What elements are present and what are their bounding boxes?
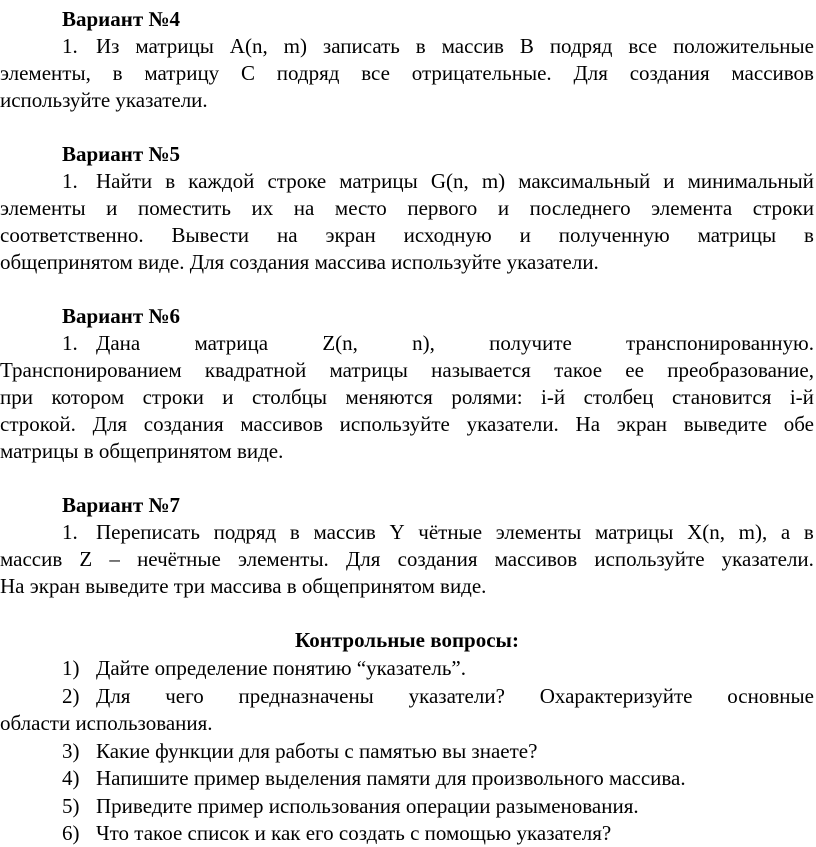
word: положительные <box>673 34 814 58</box>
word: чётные <box>418 520 483 544</box>
word: Найти <box>96 169 153 193</box>
word: такое <box>554 358 603 382</box>
word: Для <box>96 684 131 708</box>
word: и <box>106 196 118 220</box>
question-2-line-1 <box>96 683 814 710</box>
word: – <box>109 547 120 571</box>
word: элемента <box>651 196 733 220</box>
question-5 <box>0 793 814 820</box>
word: строки <box>142 385 204 409</box>
word: указатели. <box>466 412 559 436</box>
word: матрицы <box>594 520 674 544</box>
word: матрицу <box>144 61 220 85</box>
word: C <box>240 61 255 85</box>
word: i-й <box>541 385 566 409</box>
word: матрицы <box>339 169 418 193</box>
question-5-number: 5) <box>62 794 80 818</box>
word: Для <box>345 547 381 571</box>
word: предназначены <box>238 684 374 708</box>
variant-6-item-line-1 <box>0 330 814 357</box>
word: основные <box>727 684 814 708</box>
word: B <box>519 34 534 58</box>
word: m) <box>481 169 506 193</box>
variant-4-heading: Вариант №4 <box>62 7 181 31</box>
word: транспонированную. <box>626 331 814 355</box>
word: соответственно. <box>0 223 144 247</box>
word: матрица <box>194 331 269 355</box>
word: элементы <box>0 196 86 220</box>
question-3-number: 3) <box>62 739 80 763</box>
word: указатели? <box>408 684 505 708</box>
word: выведите <box>683 412 768 436</box>
word: квадратной <box>204 358 307 382</box>
word: m), <box>738 520 768 544</box>
word: ролями: <box>451 385 523 409</box>
variant-5-line-3 <box>0 222 814 249</box>
variant-6-line-2 <box>0 357 814 384</box>
word: записать <box>322 34 400 58</box>
question-4-number: 4) <box>62 766 80 790</box>
word: все <box>361 61 390 85</box>
variant-6-line-3 <box>0 384 814 411</box>
variant-6-heading: Вариант №6 <box>62 304 181 328</box>
variant-5-item-number: 1. <box>62 169 78 193</box>
word: котором <box>51 385 125 409</box>
word: и <box>663 169 675 193</box>
variant-4-item-line-1 <box>0 33 814 60</box>
word: Транспонированием <box>0 358 182 382</box>
word: матрицы <box>329 358 408 382</box>
word: чего <box>165 684 204 708</box>
variant-6-item-number: 1. <box>62 331 78 355</box>
question-4 <box>0 765 814 792</box>
word: На <box>575 412 601 436</box>
word: их <box>251 196 274 220</box>
word: экран <box>325 223 376 247</box>
word: при <box>0 385 33 409</box>
word: X(n, <box>687 520 725 544</box>
word: используйте <box>594 547 705 571</box>
word: а <box>780 520 791 544</box>
question-6-number: 6) <box>62 821 80 845</box>
word: массивов <box>731 61 814 85</box>
variant-4-line-1 <box>96 33 814 60</box>
word: Дана <box>96 331 141 355</box>
word: экран <box>616 412 668 436</box>
word: на <box>276 223 298 247</box>
word: массив <box>441 34 504 58</box>
word: в <box>289 520 300 544</box>
question-6 <box>0 820 814 847</box>
word: элементы <box>495 520 582 544</box>
word: строкой. <box>0 412 76 436</box>
question-1-text: Дайте определение понятию “указатель”. <box>96 656 466 680</box>
word: и <box>222 385 234 409</box>
word: подряд <box>549 34 613 58</box>
question-3-text: Какие функции для работы с памятью вы знаете? <box>96 739 538 763</box>
variant-6-line-1 <box>96 330 814 357</box>
word: Z <box>79 547 93 571</box>
word: минимальный <box>687 169 814 193</box>
word: ее <box>625 358 644 382</box>
word: матрицы <box>697 223 777 247</box>
word: в <box>415 34 426 58</box>
word: Из <box>96 34 120 58</box>
word: массивов <box>494 547 578 571</box>
variant-4-line-2 <box>0 60 814 87</box>
word: преобразование, <box>667 358 814 382</box>
word: нечётные <box>137 547 221 571</box>
word: Z(n, <box>322 331 358 355</box>
word: Для <box>573 61 608 85</box>
word: называется <box>431 358 531 382</box>
question-5-text: Приведите пример использования операции разыменования. <box>96 794 639 818</box>
word: обе <box>783 412 814 436</box>
variant-7-item-number: 1. <box>62 520 78 544</box>
word: n), <box>412 331 435 355</box>
question-2-number: 2) <box>62 684 80 708</box>
variant-4-line-3: используйте указатели. <box>0 88 208 112</box>
word: используйте <box>339 412 450 436</box>
word: G(n, <box>430 169 469 193</box>
question-2 <box>0 683 814 710</box>
variant-5-line-2 <box>0 195 814 222</box>
word: массивов <box>240 412 323 436</box>
word: каждой <box>188 169 255 193</box>
variant-5-heading: Вариант №5 <box>62 142 181 166</box>
word: элементы. <box>237 547 329 571</box>
variant-6-line-5: матрицы в общепринятом виде. <box>0 439 284 463</box>
word: исходную <box>403 223 492 247</box>
question-3 <box>0 738 814 765</box>
word: Переписать <box>96 520 200 544</box>
word: поместить <box>137 196 231 220</box>
word: A(n, <box>229 34 268 58</box>
question-4-text: Напишите пример выделения памяти для произвольного массива. <box>96 766 686 790</box>
variant-7-line-2 <box>0 546 814 573</box>
word: строке <box>267 169 327 193</box>
question-1 <box>0 655 814 682</box>
word: становится <box>671 385 772 409</box>
word: создания <box>143 412 224 436</box>
word: Вывести <box>171 223 250 247</box>
variant-6-line-4 <box>0 411 814 438</box>
word: массив <box>0 547 63 571</box>
word: подряд <box>276 61 340 85</box>
word: создания <box>397 547 478 571</box>
word: столбец <box>583 385 654 409</box>
variant-5-line-1 <box>96 168 814 195</box>
word: получите <box>489 331 572 355</box>
questions-heading: Контрольные вопросы: <box>295 628 519 652</box>
word: столбцы <box>252 385 327 409</box>
question-6-text: Что такое список и как его создать с помощью указателя? <box>96 821 612 845</box>
word: массив <box>313 520 376 544</box>
variant-5-item-line-1 <box>0 168 814 195</box>
variant-5-line-4: общепринятом виде. Для создания массива используйте указатели. <box>0 250 599 274</box>
word: меняются <box>345 385 433 409</box>
variant-7-line-3: На экран выведите три массива в общепринятом виде. <box>0 574 487 598</box>
word: Y <box>389 520 405 544</box>
variant-4-item-number: 1. <box>62 34 78 58</box>
word: подряд <box>213 520 277 544</box>
variant-7-heading: Вариант №7 <box>62 493 181 517</box>
word: в <box>112 61 123 85</box>
word: указатели. <box>721 547 814 571</box>
word: последнего <box>529 196 631 220</box>
word: матрицы <box>135 34 214 58</box>
word: m) <box>283 34 307 58</box>
word: и <box>519 223 531 247</box>
word: i-й <box>789 385 814 409</box>
variant-7-line-1 <box>96 519 814 546</box>
word: в <box>165 169 176 193</box>
word: и <box>497 196 510 220</box>
variant-7-item-line-1 <box>0 519 814 546</box>
word: элементы, <box>0 61 91 85</box>
word: отрицательные. <box>411 61 552 85</box>
word: создания <box>629 61 710 85</box>
word: максимальный <box>518 169 651 193</box>
word: Охарактеризуйте <box>539 684 693 708</box>
word: место <box>334 196 387 220</box>
question-1-number: 1) <box>62 656 80 680</box>
word: на <box>293 196 315 220</box>
word: первого <box>407 196 478 220</box>
word: Для <box>92 412 128 436</box>
word: в <box>803 520 814 544</box>
word: в <box>804 223 814 247</box>
question-2-line-2: области использования. <box>0 711 213 735</box>
word: полученную <box>558 223 670 247</box>
word: строки <box>752 196 814 220</box>
word: все <box>628 34 658 58</box>
